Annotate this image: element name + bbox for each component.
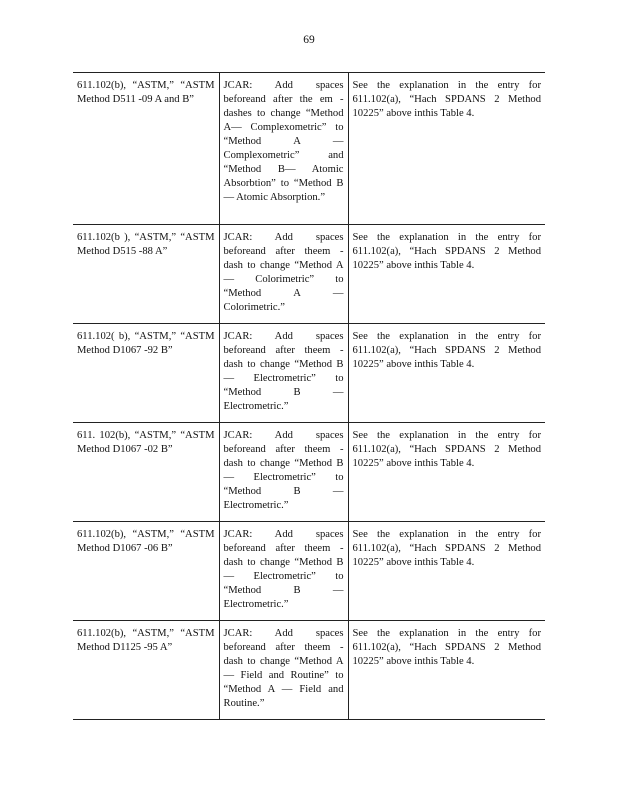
table-row — [73, 324, 545, 423]
explanation-cell: See the explanation in the entry for 611.102(a), “Hach SPDANS 2 Method 10225” above inthis Table 4. — [348, 423, 545, 522]
section-cell: 611.102(b), “ASTM,” “ASTM Method D511 -09 A and B” — [73, 73, 219, 225]
table-row — [73, 423, 545, 522]
table-row — [73, 73, 545, 225]
action-cell: JCAR: Add spaces beforeand after theem - dash to change “Method A— Colorimetric” to “Method A — Colorimetric.” — [219, 225, 348, 324]
action-cell: JCAR: Add spaces beforeand after theem - dash to change “Method A— Field and Routine” to “Method A — Field and Routine.” — [219, 621, 348, 720]
section-cell: 611.102(b), “ASTM,” “ASTM Method D1067 -06 B” — [73, 522, 219, 621]
table-row — [73, 225, 545, 324]
explanation-cell: See the explanation in the entry for 611.102(a), “Hach SPDANS 2 Method 10225” above inthis Table 4. — [348, 324, 545, 423]
section-cell: 611.102(b), “ASTM,” “ASTM Method D1125 -95 A” — [73, 621, 219, 720]
action-cell: JCAR: Add spaces beforeand after theem - dash to change “Method B— Electrometric” to “Method B — Electrometric.” — [219, 522, 348, 621]
explanation-cell: See the explanation in the entry for 611.102(a), “Hach SPDANS 2 Method 10225” above inthis Table 4. — [348, 225, 545, 324]
explanation-cell: See the explanation in the entry for 611.102(a), “Hach SPDANS 2 Method 10225” above inthis Table 4. — [348, 73, 545, 225]
action-cell: JCAR: Add spaces beforeand after the em - dashes to change “Method A— Complexometric” to “Method A — Complexometric” and “Method B— Atomic Absorbtion” to “Method B — Atomic Absorption.” — [219, 73, 348, 225]
action-cell: JCAR: Add spaces beforeand after theem - dash to change “Method B— Electrometric” to “Method B — Electrometric.” — [219, 423, 348, 522]
section-cell: 611. 102(b), “ASTM,” “ASTM Method D1067 -02 B” — [73, 423, 219, 522]
explanation-cell: See the explanation in the entry for 611.102(a), “Hach SPDANS 2 Method 10225” above inthis Table 4. — [348, 522, 545, 621]
amendments-table — [73, 72, 545, 720]
action-cell: JCAR: Add spaces beforeand after theem - dash to change “Method B— Electrometric” to “Method B — Electrometric.” — [219, 324, 348, 423]
explanation-cell: See the explanation in the entry for 611.102(a), “Hach SPDANS 2 Method 10225” above inthis Table 4. — [348, 621, 545, 720]
section-cell: 611.102( b), “ASTM,” “ASTM Method D1067 -92 B” — [73, 324, 219, 423]
table-row — [73, 621, 545, 720]
page-number: 69 — [303, 34, 315, 46]
section-cell: 611.102(b ), “ASTM,” “ASTM Method D515 -88 A” — [73, 225, 219, 324]
table-row — [73, 522, 545, 621]
